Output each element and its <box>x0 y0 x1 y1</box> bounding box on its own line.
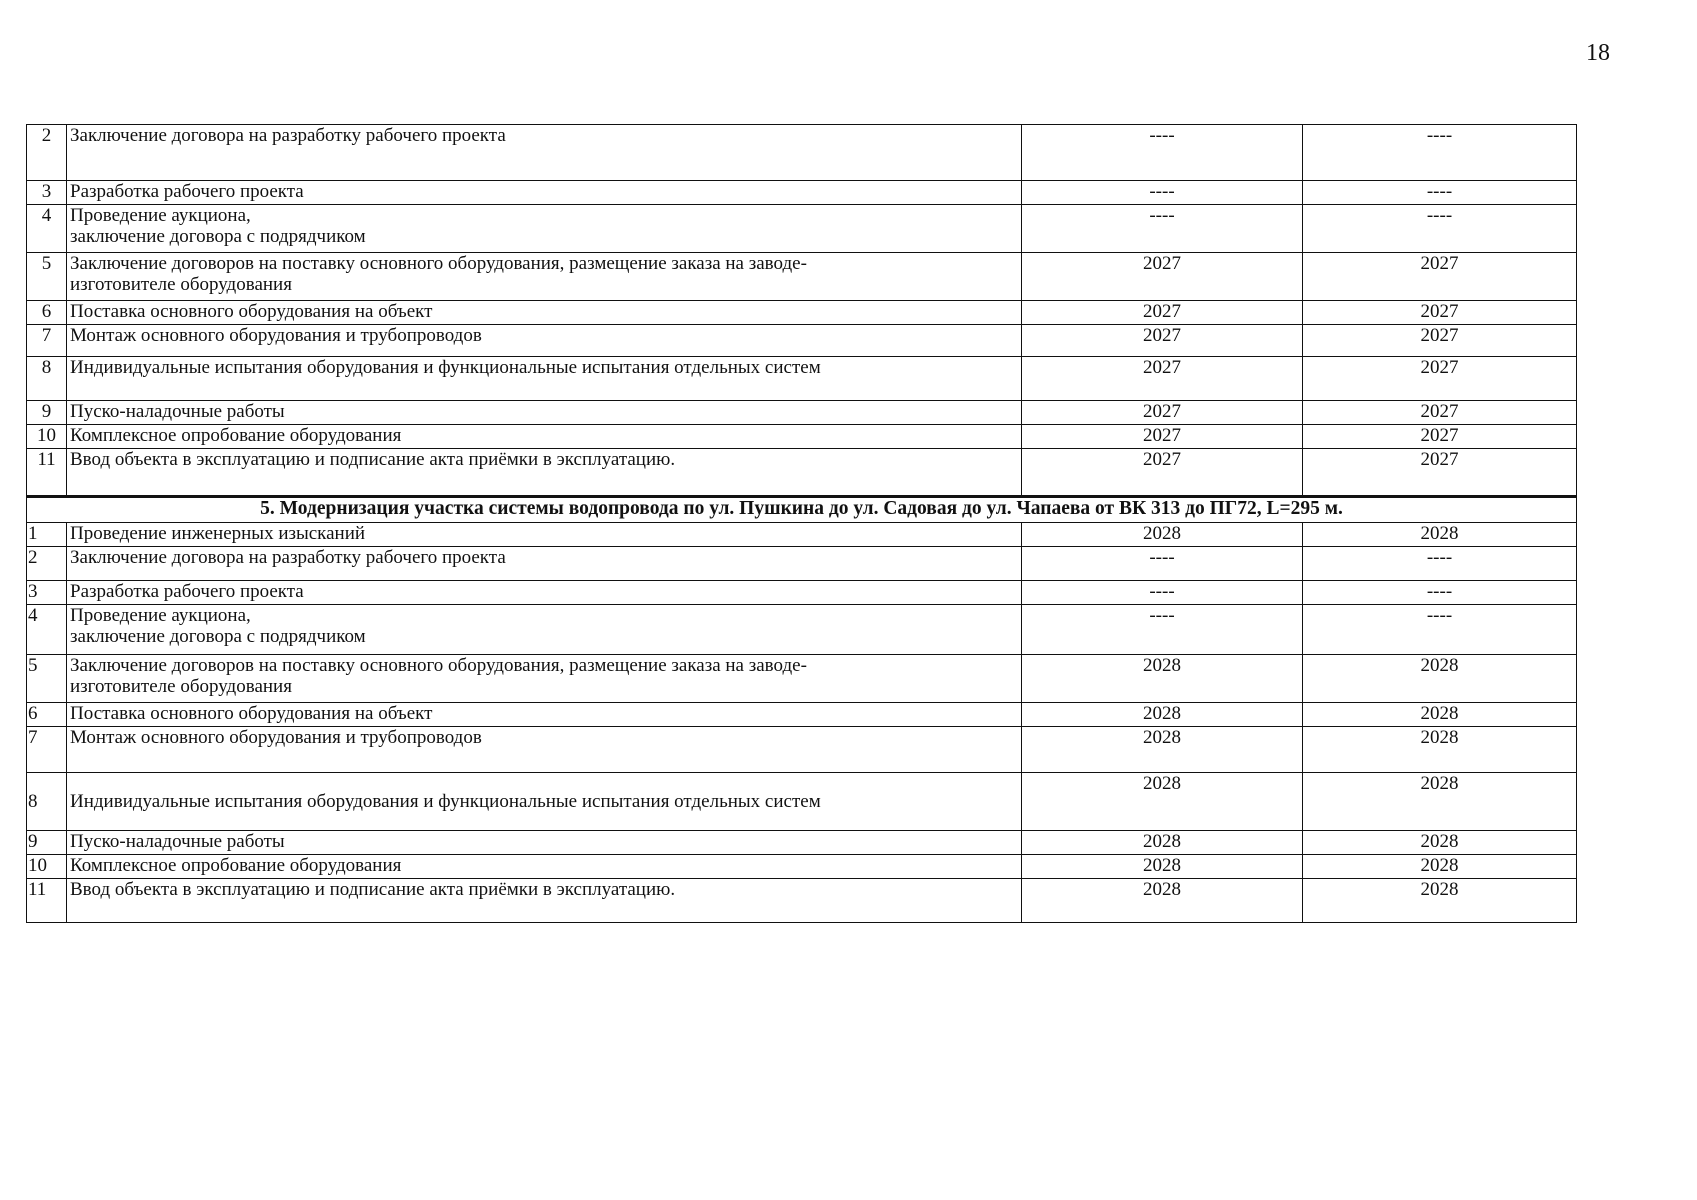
row-number: 6 <box>27 703 67 727</box>
table-row <box>27 773 1577 831</box>
table-row <box>27 449 1577 497</box>
work-line: Поставка основного оборудования на объект <box>70 301 433 322</box>
work-line: Разработка рабочего проекта <box>70 581 304 602</box>
start-year: 2028 <box>1022 855 1303 879</box>
work-line: Разработка рабочего проекта <box>70 181 304 202</box>
end-year: 2028 <box>1303 879 1577 923</box>
work-name <box>67 253 1022 301</box>
work-line: Проведение аукциона, <box>70 605 251 626</box>
row-number: 11 <box>27 879 67 923</box>
work-name <box>67 773 1022 831</box>
end-year: 2027 <box>1303 449 1577 497</box>
row-number: 3 <box>27 181 67 205</box>
end-year: 2027 <box>1303 425 1577 449</box>
work-line: Ввод объекта в эксплуатацию и подписание акта приёмки в эксплуатацию. <box>70 449 676 470</box>
end-year: ---- <box>1303 205 1577 253</box>
work-name <box>67 325 1022 357</box>
table-row <box>27 879 1577 923</box>
start-year: 2028 <box>1022 655 1303 703</box>
work-name <box>67 855 1022 879</box>
row-number: 5 <box>27 655 67 703</box>
work-line: Проведение инженерных изысканий <box>70 523 366 544</box>
table-row <box>27 301 1577 325</box>
work-line: заключение договора с подрядчиком <box>70 626 366 647</box>
start-year: ---- <box>1022 581 1303 605</box>
table-row <box>27 325 1577 357</box>
work-name <box>67 581 1022 605</box>
row-number: 2 <box>27 547 67 581</box>
end-year: 2028 <box>1303 703 1577 727</box>
start-year: ---- <box>1022 181 1303 205</box>
work-line: Индивидуальные испытания оборудования и функциональные испытания отдельных систем <box>70 791 821 812</box>
row-number: 8 <box>27 773 67 831</box>
start-year: 2028 <box>1022 703 1303 727</box>
work-name <box>67 605 1022 655</box>
end-year: 2027 <box>1303 253 1577 301</box>
work-line: Заключение договоров на поставку основного оборудования, размещение заказа на заводе- <box>70 655 807 676</box>
work-name <box>67 125 1022 181</box>
end-year: 2028 <box>1303 727 1577 773</box>
end-year: 2028 <box>1303 855 1577 879</box>
table-row <box>27 581 1577 605</box>
work-name <box>67 205 1022 253</box>
start-year: ---- <box>1022 547 1303 581</box>
page-number: 18 <box>1586 40 1610 66</box>
start-year: 2028 <box>1022 831 1303 855</box>
block1-rows <box>27 125 1577 497</box>
section-title: 5. Модернизация участка системы водопровода по ул. Пушкина до ул. Садовая до ул. Чапаева от ВК 313 до ПГ72, L=295 м. <box>27 497 1577 523</box>
work-line: Индивидуальные испытания оборудования и функциональные испытания отдельных систем <box>70 357 821 378</box>
table-row <box>27 523 1577 547</box>
table-row <box>27 605 1577 655</box>
end-year: 2028 <box>1303 831 1577 855</box>
row-number: 4 <box>27 605 67 655</box>
start-year: 2028 <box>1022 773 1303 831</box>
work-line: Комплексное опробование оборудования <box>70 855 402 876</box>
work-line: Монтаж основного оборудования и трубопроводов <box>70 325 482 346</box>
table-row <box>27 425 1577 449</box>
start-year: ---- <box>1022 605 1303 655</box>
table-row <box>27 357 1577 401</box>
work-name <box>67 727 1022 773</box>
end-year: 2027 <box>1303 325 1577 357</box>
work-line: Ввод объекта в эксплуатацию и подписание акта приёмки в эксплуатацию. <box>70 879 676 900</box>
work-name <box>67 449 1022 497</box>
work-line: заключение договора с подрядчиком <box>70 226 366 247</box>
end-year: 2028 <box>1303 523 1577 547</box>
table-row <box>27 703 1577 727</box>
row-number: 9 <box>27 401 67 425</box>
end-year: ---- <box>1303 547 1577 581</box>
work-line: изготовителе оборудования <box>70 676 292 697</box>
end-year: ---- <box>1303 581 1577 605</box>
end-year: ---- <box>1303 181 1577 205</box>
table-row <box>27 205 1577 253</box>
work-line: Заключение договора на разработку рабочего проекта <box>70 547 506 568</box>
row-number: 1 <box>27 523 67 547</box>
row-number: 10 <box>27 425 67 449</box>
end-year: 2028 <box>1303 655 1577 703</box>
row-number: 3 <box>27 581 67 605</box>
row-number: 9 <box>27 831 67 855</box>
work-name <box>67 703 1022 727</box>
end-year: ---- <box>1303 125 1577 181</box>
section5-rows <box>27 497 1577 923</box>
start-year: 2027 <box>1022 401 1303 425</box>
work-name <box>67 401 1022 425</box>
end-year: 2027 <box>1303 401 1577 425</box>
start-year: 2027 <box>1022 253 1303 301</box>
work-name <box>67 831 1022 855</box>
row-number: 10 <box>27 855 67 879</box>
table-row <box>27 655 1577 703</box>
work-line: Пуско-наладочные работы <box>70 831 285 852</box>
work-line: Заключение договора на разработку рабочего проекта <box>70 125 506 146</box>
work-name <box>67 357 1022 401</box>
work-name <box>67 879 1022 923</box>
row-number: 2 <box>27 125 67 181</box>
table-row <box>27 831 1577 855</box>
table-row <box>27 401 1577 425</box>
work-name <box>67 425 1022 449</box>
end-year: 2027 <box>1303 357 1577 401</box>
table-row <box>27 253 1577 301</box>
start-year: ---- <box>1022 125 1303 181</box>
start-year: ---- <box>1022 205 1303 253</box>
work-line: Поставка основного оборудования на объект <box>70 703 433 724</box>
work-line: Монтаж основного оборудования и трубопроводов <box>70 727 482 748</box>
table-row <box>27 727 1577 773</box>
row-number: 8 <box>27 357 67 401</box>
end-year: ---- <box>1303 605 1577 655</box>
table-row <box>27 125 1577 181</box>
work-name <box>67 181 1022 205</box>
table-row <box>27 181 1577 205</box>
end-year: 2028 <box>1303 773 1577 831</box>
row-number: 7 <box>27 727 67 773</box>
row-number: 6 <box>27 301 67 325</box>
work-name <box>67 523 1022 547</box>
work-name <box>67 655 1022 703</box>
section-heading-row <box>27 497 1577 523</box>
start-year: 2027 <box>1022 425 1303 449</box>
row-number: 7 <box>27 325 67 357</box>
work-name <box>67 301 1022 325</box>
work-line: изготовителе оборудования <box>70 274 292 295</box>
start-year: 2027 <box>1022 449 1303 497</box>
row-number: 5 <box>27 253 67 301</box>
row-number: 4 <box>27 205 67 253</box>
schedule-table <box>26 124 1577 923</box>
work-line: Заключение договоров на поставку основного оборудования, размещение заказа на заводе- <box>70 253 807 274</box>
work-line: Проведение аукциона, <box>70 205 251 226</box>
start-year: 2027 <box>1022 325 1303 357</box>
work-line: Комплексное опробование оборудования <box>70 425 402 446</box>
table-row <box>27 547 1577 581</box>
start-year: 2028 <box>1022 523 1303 547</box>
row-number: 11 <box>27 449 67 497</box>
start-year: 2027 <box>1022 357 1303 401</box>
start-year: 2028 <box>1022 727 1303 773</box>
table-row <box>27 855 1577 879</box>
start-year: 2028 <box>1022 879 1303 923</box>
end-year: 2027 <box>1303 301 1577 325</box>
work-line: Пуско-наладочные работы <box>70 401 285 422</box>
start-year: 2027 <box>1022 301 1303 325</box>
work-name <box>67 547 1022 581</box>
